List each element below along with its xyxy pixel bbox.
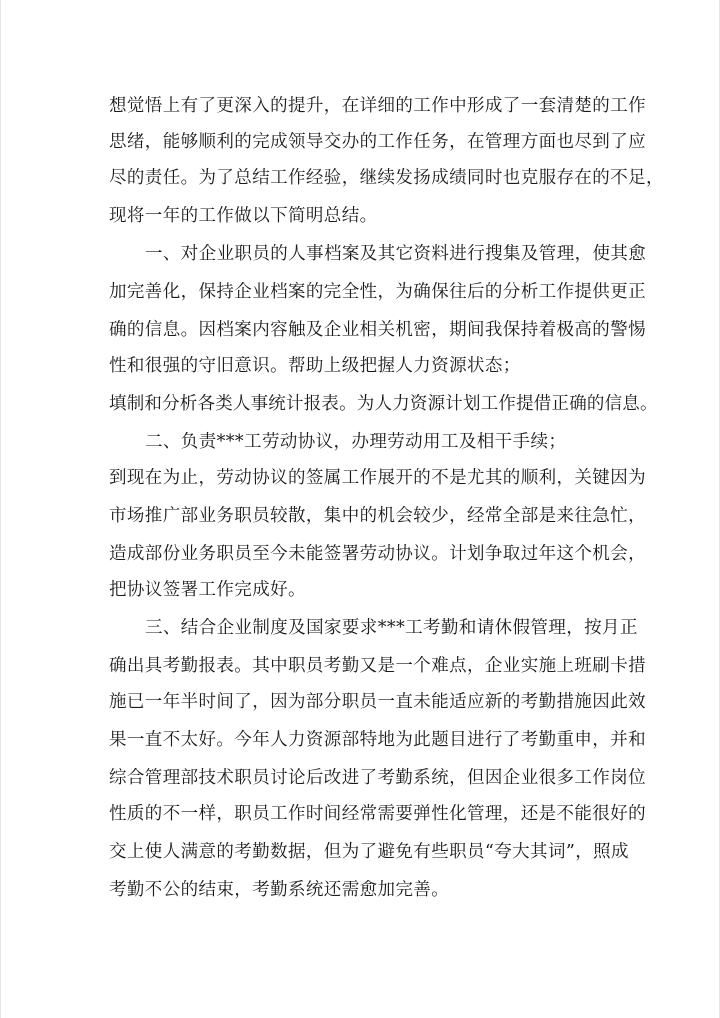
text-line: 造成部份业务职员至今未能签署劳动协议。计划争取过年这个机会， (109, 544, 646, 564)
paragraph-first-line: 三、结合企业制度及国家要求***工考勤和请休假管理，按月正 (145, 618, 638, 638)
text-line: 市场推广部业务职员较散，集中的机会较少，经常全部是来往急忙， (109, 506, 646, 526)
text-line: 施已一年半时间了，因为部分职员一直未能适应新的考勤措施因此效 (109, 692, 646, 712)
text-line: 把协议签署工作完成好。 (109, 580, 306, 600)
text-line: 果一直不太好。今年人力资源部特地为此题目进行了考勤重申，并和 (109, 730, 646, 750)
text-line: 想觉悟上有了更深入的提升，在详细的工作中形成了一套清楚的工作 (109, 96, 646, 116)
text-line: 填制和分析各类人事统计报表。为人力资源计划工作提借正确的信息。 (109, 394, 658, 414)
text-line: 交上使人满意的考勤数据，但为了避免有些职员“夸大其词”，照成 (109, 842, 629, 862)
text-line: 思绪，能够顺利的完成领导交办的工作任务，在管理方面也尽到了应 (109, 132, 646, 152)
text-line: 确的信息。因档案内容触及企业相关机密，期间我保持着极高的警惕 (109, 320, 646, 340)
text-line: 性质的不一样，职员工作时间经常需要弹性化管理，还是不能很好的 (109, 804, 646, 824)
paragraph-first-line: 一、对企业职员的人事档案及其它资料进行搜集及管理，使其愈 (145, 244, 647, 264)
text-line: 到现在为止，劳动协议的签属工作展开的不是尤其的顺利，关键因为 (109, 468, 646, 488)
text-line: 综合管理部技术职员讨论后改进了考勤系统，但因企业很多工作岗位 (109, 768, 646, 788)
text-line: 现将一年的工作做以下简明总结。 (109, 206, 378, 226)
text-line: 尽的责任。为了总结工作经验，继续发扬成绩同时也克服存在的不足， (109, 168, 664, 188)
text-line: 确出具考勤报表。其中职员考勤又是一个难点，企业实施上班刷卡措 (109, 656, 646, 676)
text-line: 性和很强的守旧意识。帮助上级把握人力资源状态； (109, 356, 521, 376)
paragraph-first-line: 二、负责***工劳动协议，办理劳动用工及相干手续； (145, 432, 567, 452)
text-line: 考勤不公的结束，考勤系统还需愈加完善。 (109, 880, 450, 900)
text-line: 加完善化，保持企业档案的完全性，为确保往后的分析工作提供更正 (109, 282, 646, 302)
